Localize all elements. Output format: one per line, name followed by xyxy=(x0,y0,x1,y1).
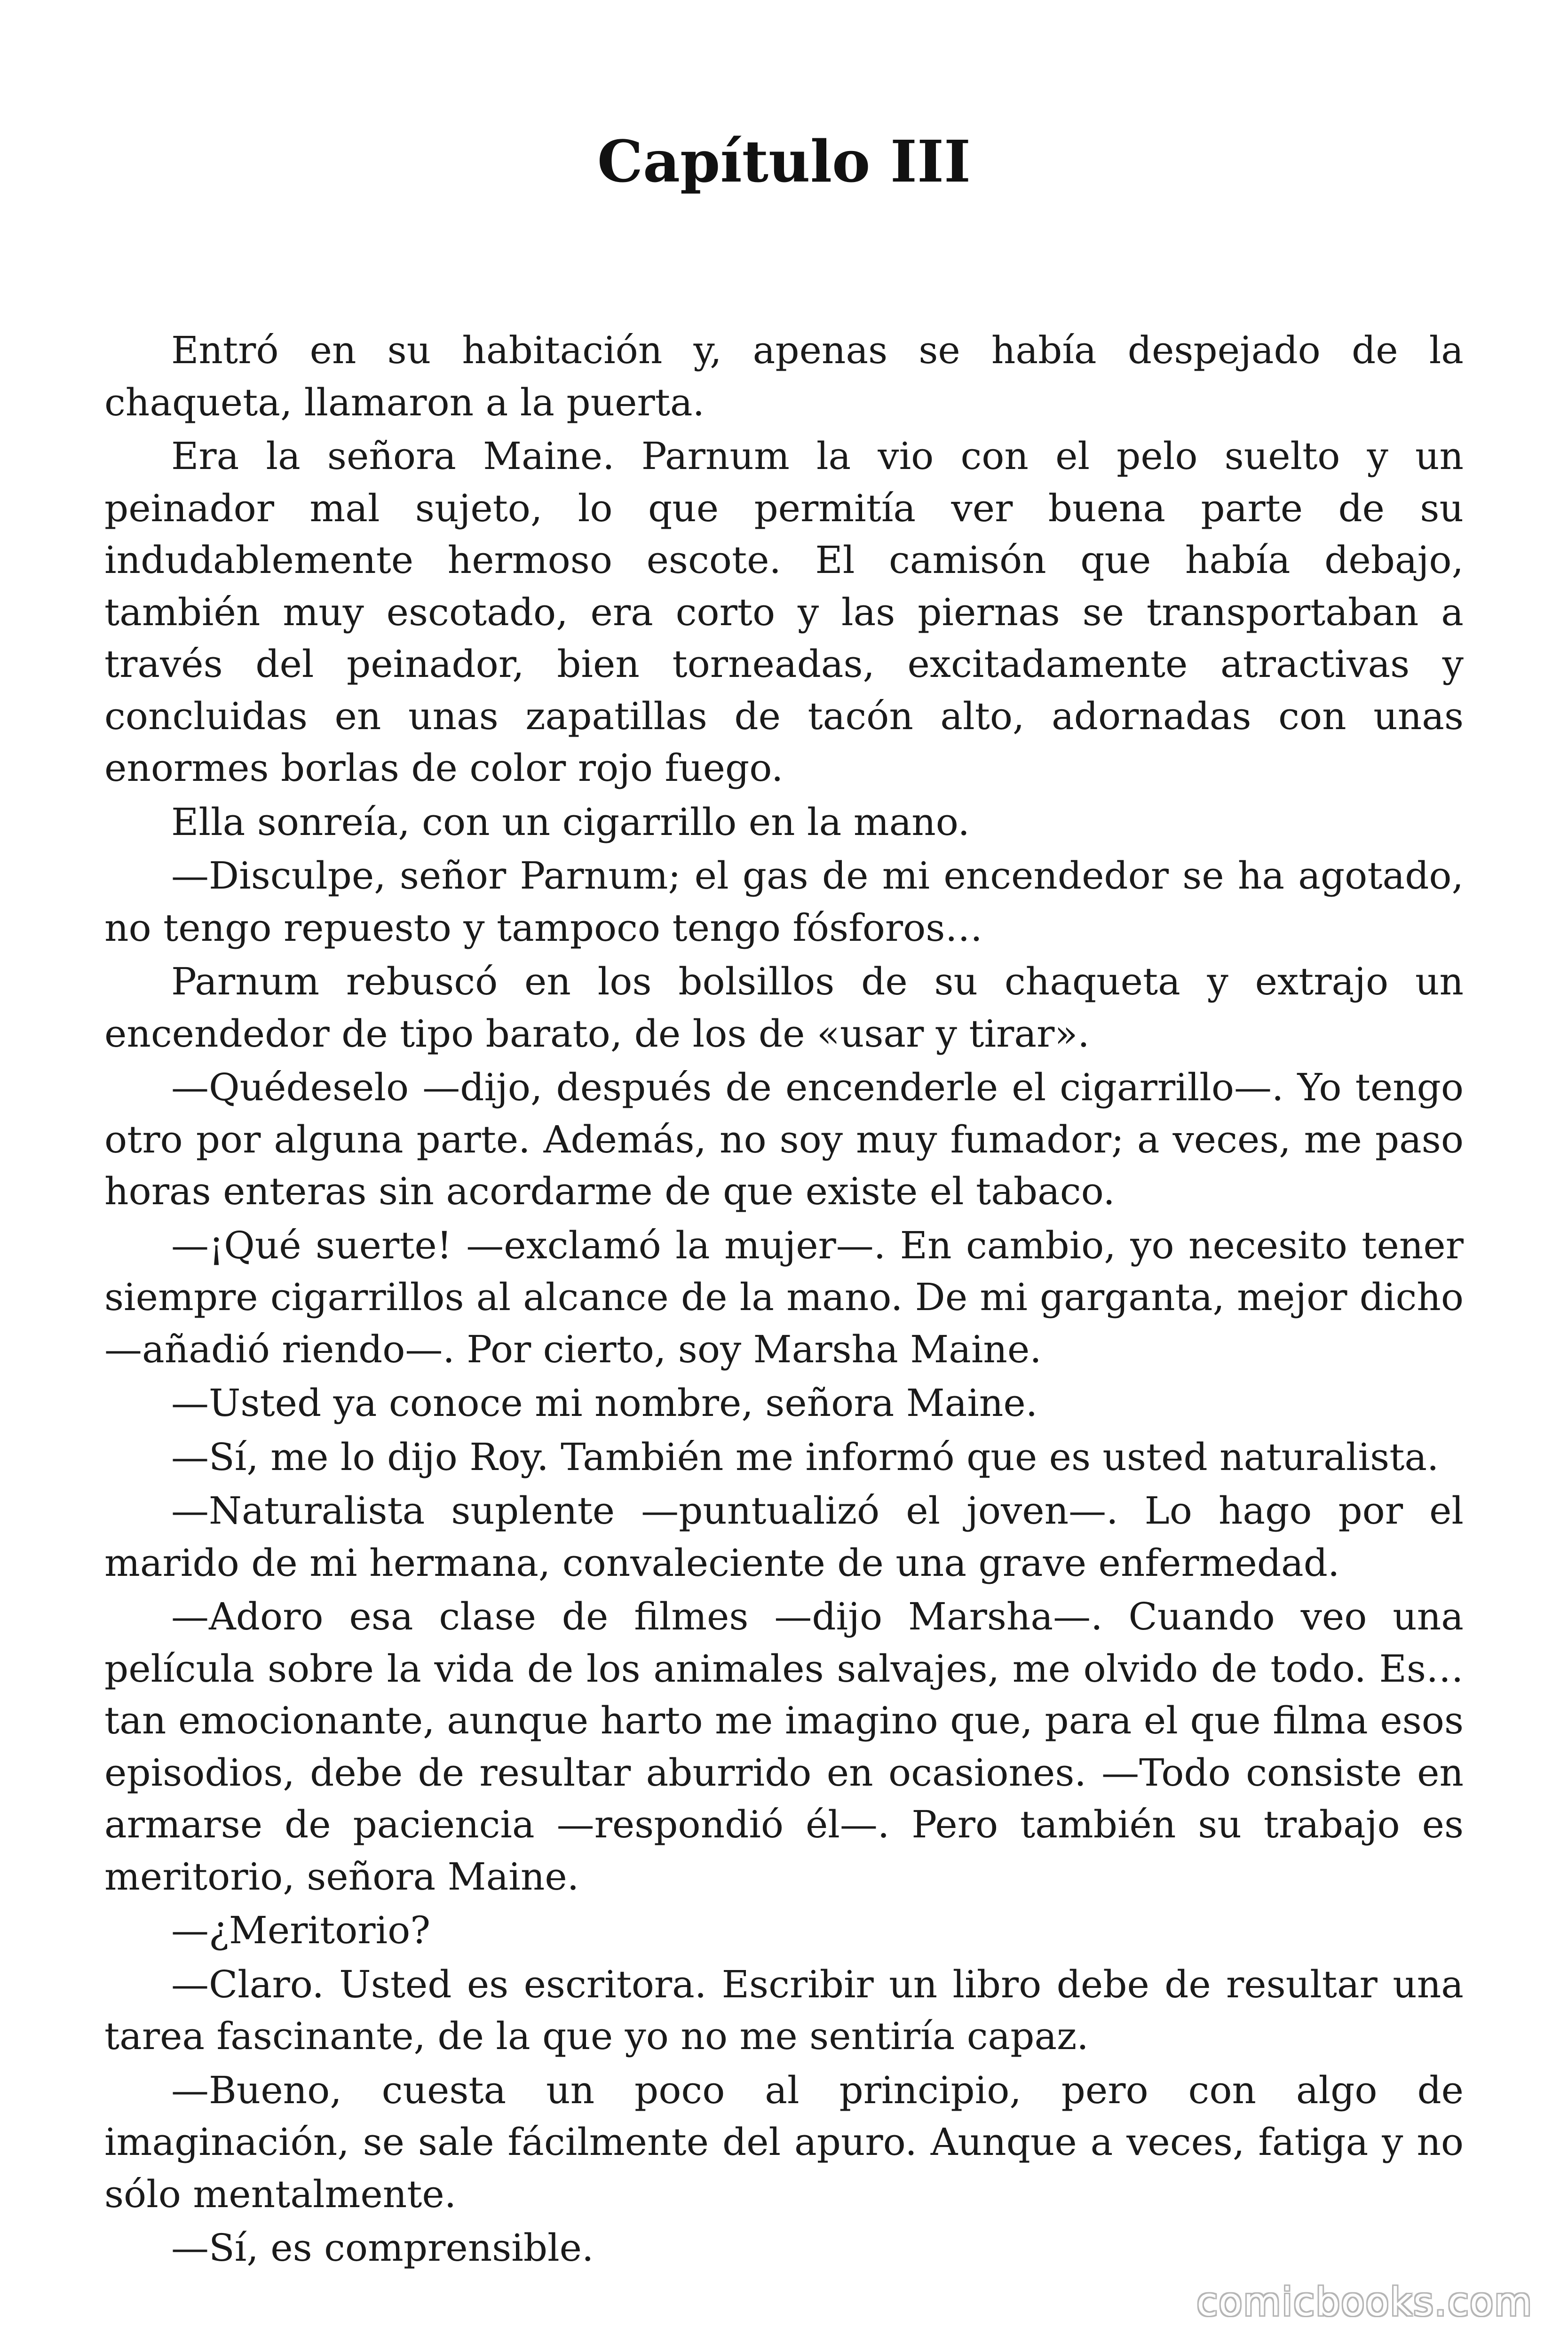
paragraph: —¿Meritorio? xyxy=(171,1908,431,1952)
site-watermark: comicbooks.com xyxy=(1196,2280,1533,2325)
paragraph: —Naturalista suplente —puntualizó el joven—. Lo hago por el marido de mi hermana, convaleciente de una grave enfermedad. xyxy=(104,1489,1464,1585)
paragraph: Ella sonreía, con un cigarrillo en la mano. xyxy=(171,800,970,844)
paragraph: —¡Qué suerte! —exclamó la mujer—. En cambio, yo necesito tener siempre cigarrillos al alcance de la mano. De mi garganta, mejor dicho —añadió riendo—. Por cierto, soy Marsha Maine. xyxy=(104,1223,1464,1371)
paragraph: —Sí, me lo dijo Roy. También me informó que es usted naturalista. xyxy=(171,1435,1439,1479)
paragraph: Parnum rebuscó en los bolsillos de su chaqueta y extrajo un encendedor de tipo barato, de los de «usar y tirar». xyxy=(104,960,1464,1056)
chapter-body xyxy=(104,325,1464,2276)
paragraph: —Disculpe, señor Parnum; el gas de mi encendedor se ha agotado, no tengo repuesto y tampoco tengo fósforos… xyxy=(104,854,1464,950)
paragraph: —Bueno, cuesta un poco al principio, pero con algo de imaginación, se sale fácilmente del apuro. Aunque a veces, fatiga y no sólo mentalmente. xyxy=(104,2068,1464,2216)
paragraph: Entró en su habitación y, apenas se había despejado de la chaqueta, llamaron a la puerta. xyxy=(104,328,1464,424)
paragraph: Era la señora Maine. Parnum la vio con el pelo suelto y un peinador mal sujeto, lo que permitía ver buena parte de su indudablemente hermoso escote. El camisón que había debajo, también muy escotado, era corto y las piernas se transportaban a través del peinador, bien torneadas, excitadamente atractivas y concluidas en unas zapatillas de tacón alto, adornadas con unas enormes borlas de color rojo fuego. xyxy=(104,434,1464,790)
paragraph: —Usted ya conoce mi nombre, señora Maine. xyxy=(171,1381,1038,1425)
paragraph: —Sí, es comprensible. xyxy=(171,2226,594,2270)
paragraph: —Claro. Usted es escritora. Escribir un libro debe de resultar una tarea fascinante, de la que yo no me sentiría capaz. xyxy=(104,1962,1464,2058)
chapter-title: Capítulo III xyxy=(597,127,971,195)
paragraph: —Quédeselo —dijo, después de encenderle el cigarrillo—. Yo tengo otro por alguna parte. Además, no soy muy fumador; a veces, me paso horas enteras sin acordarme de que existe el tabaco. xyxy=(104,1065,1464,1213)
paragraph: —Adoro esa clase de filmes —dijo Marsha—. Cuando veo una película sobre la vida de los animales salvajes, me olvido de todo. Es… tan emocionante, aunque harto me imagino que, para el que filma esos episodios, debe de resultar aburrido en ocasiones. —Todo consiste en armarse de paciencia —respondió él—. Pero también su trabajo es meritorio, señora Maine. xyxy=(104,1595,1464,1899)
